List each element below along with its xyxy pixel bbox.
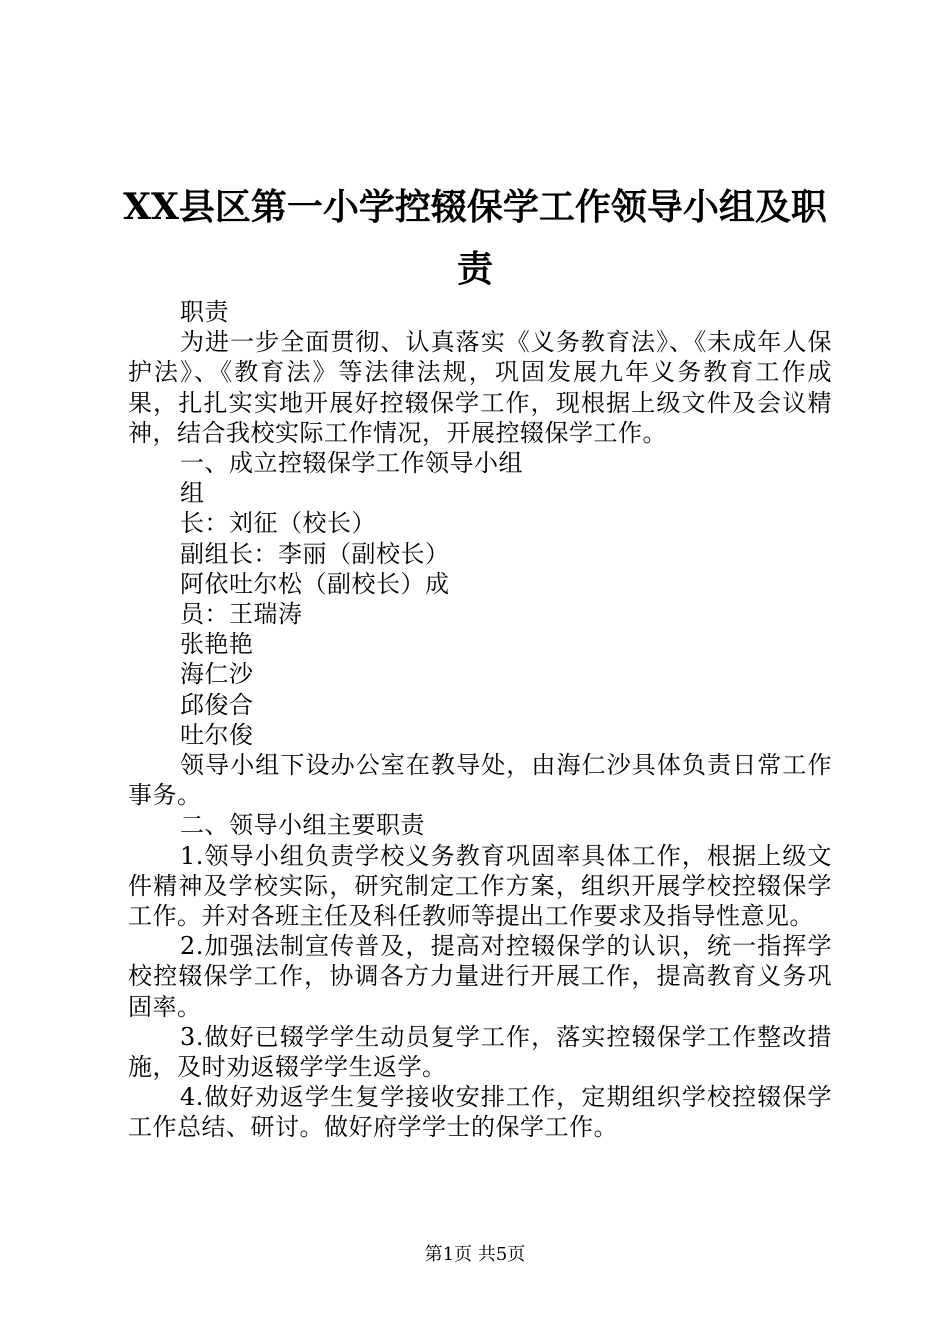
paragraph-duty-heading: 职责 <box>180 298 229 326</box>
list-item: 长：刘征（校长） <box>180 509 376 538</box>
list-item: 阿依吐尔松（副校长）成 <box>180 569 450 598</box>
document-title <box>100 176 850 300</box>
list-item: 组 <box>180 479 205 508</box>
list-item: 吐尔俊 <box>180 720 254 749</box>
section-heading-1: 一、成立控辍保学工作领导小组 <box>180 449 523 478</box>
paragraph-intro: 为进一步全面贯彻、认真落实《义务教育法》、《未成年人保护法》、《教育法》等法律法规，巩固发展九年义务教育工作成果，扎扎实实地开展好控辍保学工作，现根据上级文件及会议精神，结合我校实际工作情况，开展控辍保学工作。 <box>128 328 832 447</box>
page-number-label: 第1页 共5页 <box>424 1244 526 1265</box>
title-line-2: 责 <box>456 248 493 290</box>
page-footer <box>0 1244 950 1266</box>
list-item: 邱俊合 <box>180 690 254 719</box>
list-item: 副组长：李丽（副校长） <box>180 539 450 568</box>
duty-item-1: 1.领导小组负责学校义务教育巩固率具体工作，根据上级文件精神及学校实际，研究制定工作方案，组织开展学校控辍保学工作。并对各班主任及科任教师等提出工作要求及指导性意见。 <box>128 841 832 931</box>
duty-item-2: 2.加强法制宣传普及，提高对控辍保学的认识，统一指挥学校控辍保学工作，协调各方力量进行开展工作，提高教育义务巩固率。 <box>128 932 832 1021</box>
section-heading-2: 二、领导小组主要职责 <box>180 811 425 840</box>
list-item: 张艳艳 <box>180 630 254 659</box>
paragraph-office: 领导小组下设办公室在教导处，由海仁沙具体负责日常工作事务。 <box>128 751 832 810</box>
duty-item-4: 4.做好劝返学生复学接收安排工作，定期组织学校控辍保学工作总结、研讨。做好府学学士的保学工作。 <box>128 1083 832 1142</box>
document-body <box>128 297 832 1143</box>
title-line-1: XX县区第一小学控辍保学工作领导小组及职 <box>123 186 827 228</box>
list-item: 海仁沙 <box>180 660 254 689</box>
duty-item-3: 3.做好已辍学学生动员复学工作，落实控辍保学工作整改措施，及时劝返辍学学生返学。 <box>128 1022 832 1082</box>
list-item: 员：王瑞涛 <box>180 600 303 629</box>
